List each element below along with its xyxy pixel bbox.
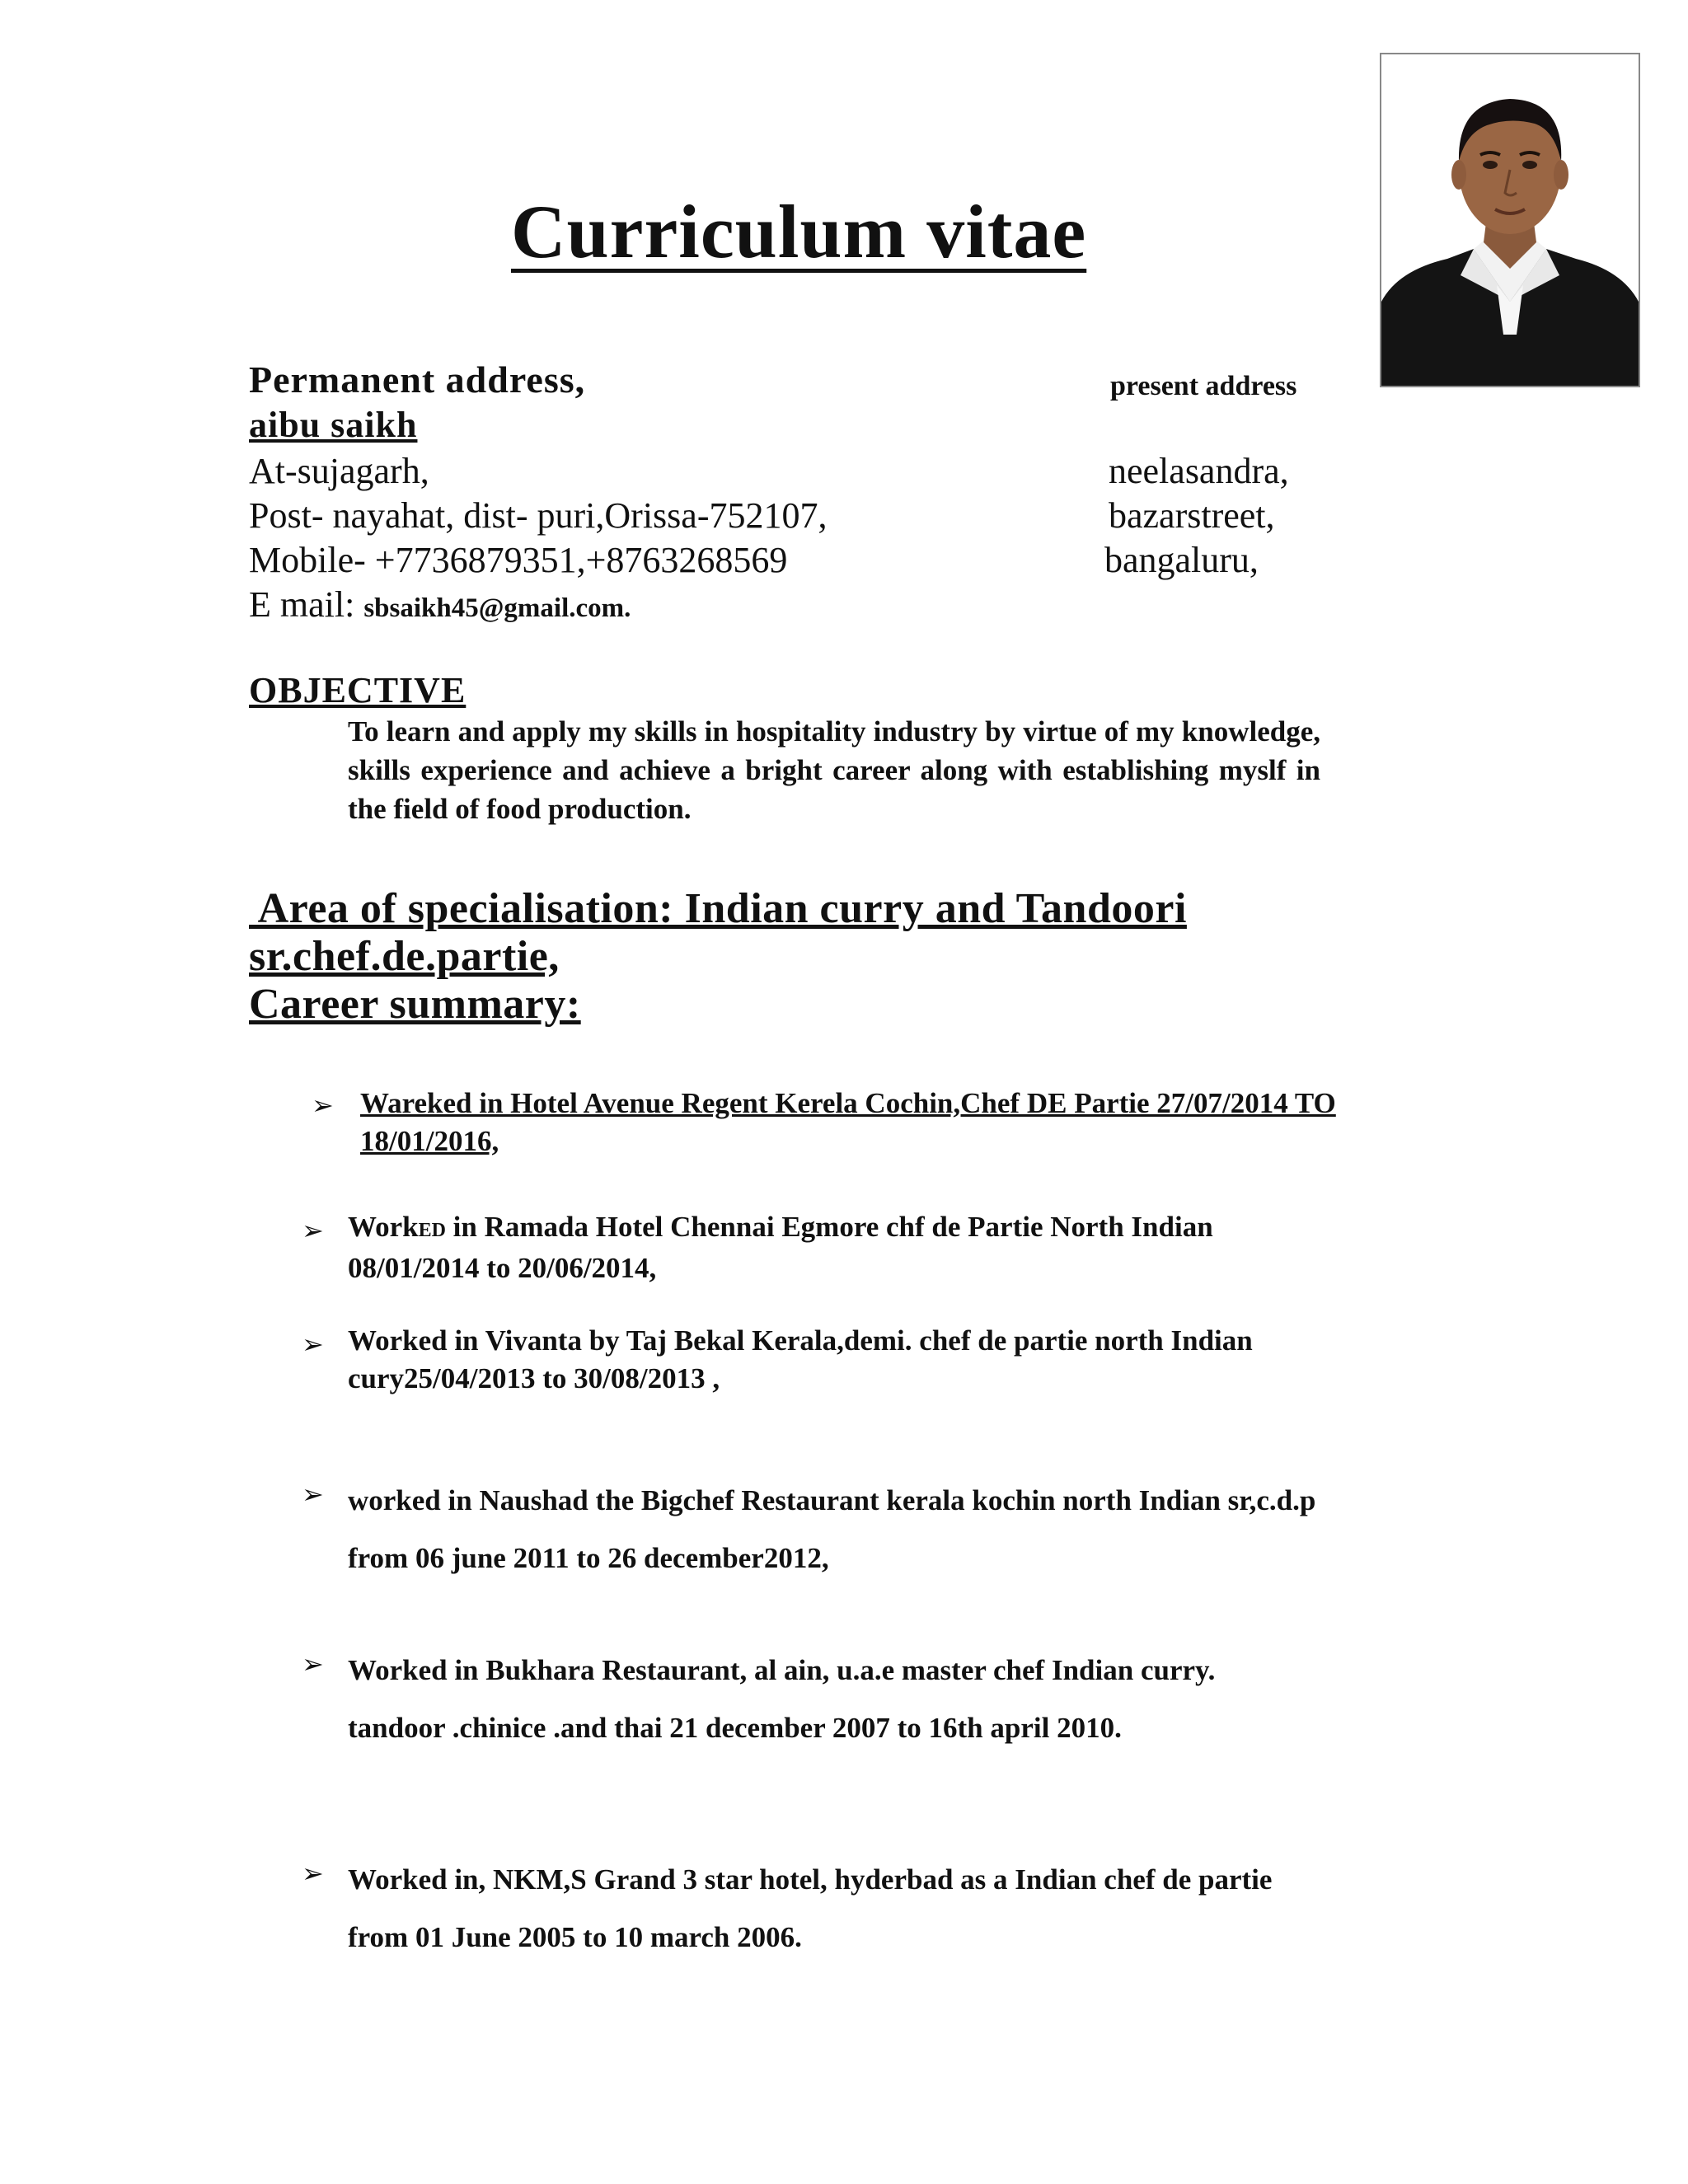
objective-text: To learn and apply my skills in hospitality industry by virtue of my knowledge, skills experience and achieve a bright career along with establishing myslf in the field of food production. bbox=[348, 715, 1320, 825]
job-entry-3-line1: Worked in Vivanta by Taj Bekal Kerala,demi. chef de partie north Indian bbox=[348, 1324, 1253, 1357]
job-entry-4 bbox=[348, 1472, 1315, 1587]
job-entry-5-line2: tandoor .chinice .and thai 21 december 2007 to 16th april 2010. bbox=[348, 1712, 1122, 1744]
job-entry-5 bbox=[348, 1642, 1215, 1757]
job-entry-4-line1: worked in Naushad the Bigchef Restaurant kerala kochin north Indian sr,c.d.p bbox=[348, 1484, 1316, 1516]
bullet-icon: ➢ bbox=[302, 1216, 324, 1245]
bullet-icon: ➢ bbox=[302, 1329, 324, 1359]
job-entry-1-line1: Wareked in Hotel Avenue Regent Kerela Cochin,Chef DE Partie 27/07/2014 TO bbox=[360, 1087, 1336, 1119]
job-entry-1 bbox=[360, 1085, 1336, 1160]
job-entry-3-line2: cury25/04/2013 to 30/08/2013 , bbox=[348, 1362, 720, 1394]
email-line bbox=[249, 583, 631, 626]
present-address-line2: bazarstreet, bbox=[1109, 495, 1275, 536]
career-summary-heading: Career summary: bbox=[249, 981, 581, 1028]
job-entry-6-line2: from 01 June 2005 to 10 march 2006. bbox=[348, 1921, 802, 1953]
job-entry-2-line2: 08/01/2014 to 20/06/2014, bbox=[348, 1252, 657, 1284]
job-entry-6-line1: Worked in, NKM,S Grand 3 star hotel, hyderbad as a Indian chef de partie bbox=[348, 1863, 1273, 1896]
bullet-icon: ➢ bbox=[312, 1090, 334, 1120]
mobile-numbers: Mobile- +7736879351,+8763268569 bbox=[249, 540, 788, 580]
page-title: Curriculum vitae bbox=[511, 190, 1087, 274]
job-entry-1-line2: 18/01/2016, bbox=[360, 1125, 499, 1157]
bullet-icon: ➢ bbox=[302, 1649, 324, 1679]
present-address-line1: neelasandra, bbox=[1109, 451, 1289, 491]
job-entry-6 bbox=[348, 1851, 1272, 1966]
present-address-heading: present address bbox=[1110, 371, 1297, 401]
objective-heading: OBJECTIVE bbox=[249, 670, 467, 710]
bullet-icon: ➢ bbox=[302, 1479, 324, 1509]
job-entry-5-line1: Worked in Bukhara Restaurant, al ain, u.a.e master chef Indian curry. bbox=[348, 1654, 1216, 1686]
present-address-line3: bangaluru, bbox=[1104, 540, 1259, 580]
portrait-photo-icon bbox=[1381, 54, 1639, 386]
job-entry-2-line1-a: Work bbox=[348, 1211, 419, 1243]
job-entry-3 bbox=[348, 1322, 1253, 1398]
email-label: E mail: bbox=[249, 584, 355, 625]
portrait-photo bbox=[1380, 53, 1640, 387]
bullet-icon: ➢ bbox=[302, 1858, 324, 1888]
specialisation-heading: Area of specialisation: Indian curry and Tandoori bbox=[249, 885, 1187, 932]
candidate-name: aibu saikh bbox=[249, 405, 418, 445]
position-title: sr.chef.de.partie, bbox=[249, 933, 560, 980]
job-entry-4-line2: from 06 june 2011 to 26 december2012, bbox=[348, 1542, 829, 1574]
job-entry-2-line1-c: in Ramada Hotel Chennai Egmore chf de Partie North Indian bbox=[445, 1211, 1213, 1243]
job-entry-2-line1 bbox=[348, 1208, 1213, 1249]
job-entry-2 bbox=[348, 1208, 1213, 1287]
job-entry-2-line1-b: ED bbox=[418, 1220, 446, 1241]
email-value: sbsaikh45@gmail.com. bbox=[363, 593, 631, 623]
permanent-address-heading: Permanent address, bbox=[249, 359, 586, 401]
permanent-address-line1: At-sujagarh, bbox=[249, 451, 429, 491]
permanent-address-line2: Post- nayahat, dist- puri,Orissa-752107, bbox=[249, 495, 828, 536]
